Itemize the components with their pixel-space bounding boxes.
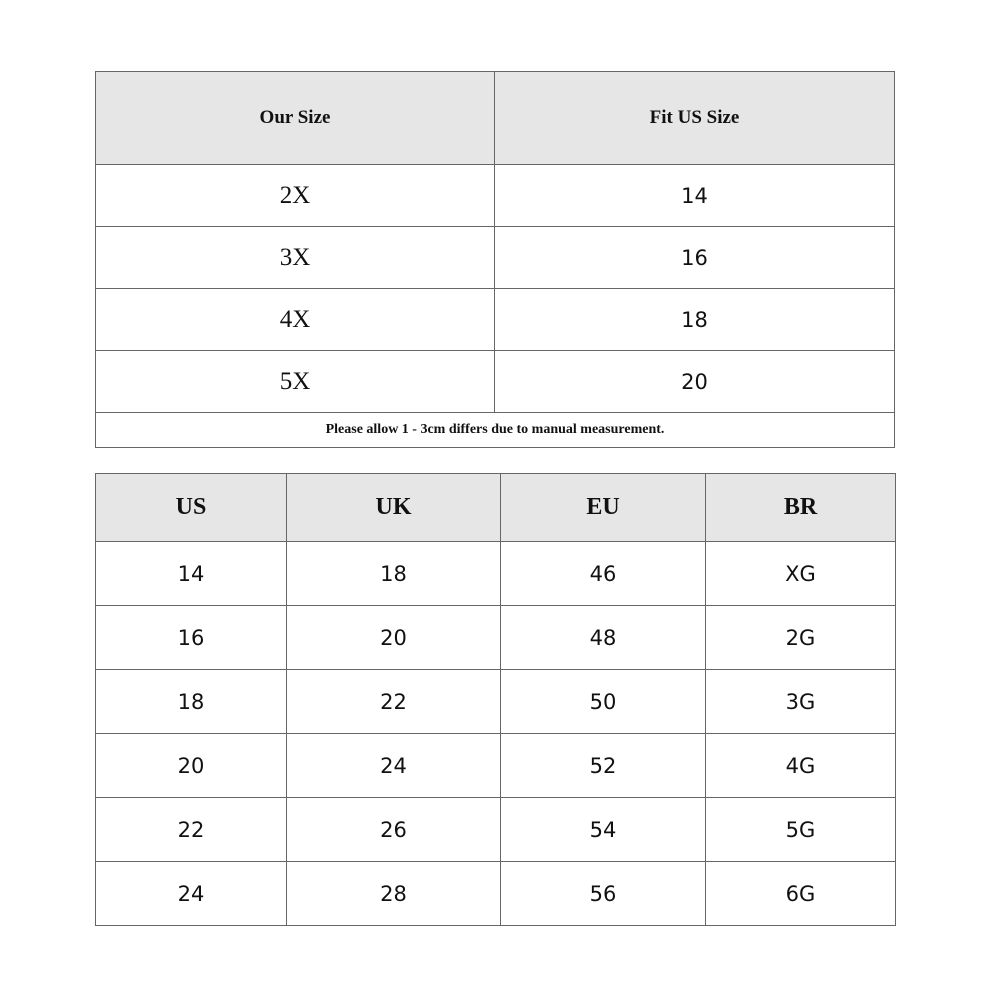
our-size-cell: 4X [96,289,495,351]
eu-cell: 46 [501,542,706,606]
eu-cell: 50 [501,670,706,734]
br-cell: 6G [706,862,896,926]
conversion-header-row [96,474,896,542]
uk-cell: 20 [287,606,501,670]
br-cell: 2G [706,606,896,670]
our-size-cell: 5X [96,351,495,413]
fit-us-size-cell: 20 [495,351,895,413]
our-size-cell: 3X [96,227,495,289]
table-row [96,734,896,798]
eu-cell: 48 [501,606,706,670]
table-row [96,670,896,734]
us-cell: 20 [96,734,287,798]
table-row [96,862,896,926]
table-row [96,289,895,351]
us-cell: 14 [96,542,287,606]
size-conversion-table [95,473,896,926]
uk-cell: 26 [287,798,501,862]
header-uk: UK [287,474,501,542]
size-table-header-row [96,72,895,165]
fit-us-size-cell: 14 [495,165,895,227]
eu-cell: 52 [501,734,706,798]
header-br: BR [706,474,896,542]
table-row [96,351,895,413]
uk-cell: 24 [287,734,501,798]
us-cell: 18 [96,670,287,734]
uk-cell: 18 [287,542,501,606]
header-our-size: Our Size [96,72,495,165]
header-eu: EU [501,474,706,542]
br-cell: XG [706,542,896,606]
br-cell: 4G [706,734,896,798]
header-fit-us-size: Fit US Size [495,72,895,165]
table-row [96,542,896,606]
us-cell: 16 [96,606,287,670]
us-cell: 24 [96,862,287,926]
fit-us-size-cell: 18 [495,289,895,351]
br-cell: 5G [706,798,896,862]
size-fit-table [95,71,895,448]
table-row [96,165,895,227]
us-cell: 22 [96,798,287,862]
uk-cell: 28 [287,862,501,926]
br-cell: 3G [706,670,896,734]
eu-cell: 54 [501,798,706,862]
table-row [96,227,895,289]
table-row [96,606,896,670]
fit-us-size-cell: 16 [495,227,895,289]
uk-cell: 22 [287,670,501,734]
table-row [96,798,896,862]
measurement-note: Please allow 1 - 3cm differs due to manual measurement. [96,413,895,448]
header-us: US [96,474,287,542]
size-table-note-row [96,413,895,448]
our-size-cell: 2X [96,165,495,227]
eu-cell: 56 [501,862,706,926]
